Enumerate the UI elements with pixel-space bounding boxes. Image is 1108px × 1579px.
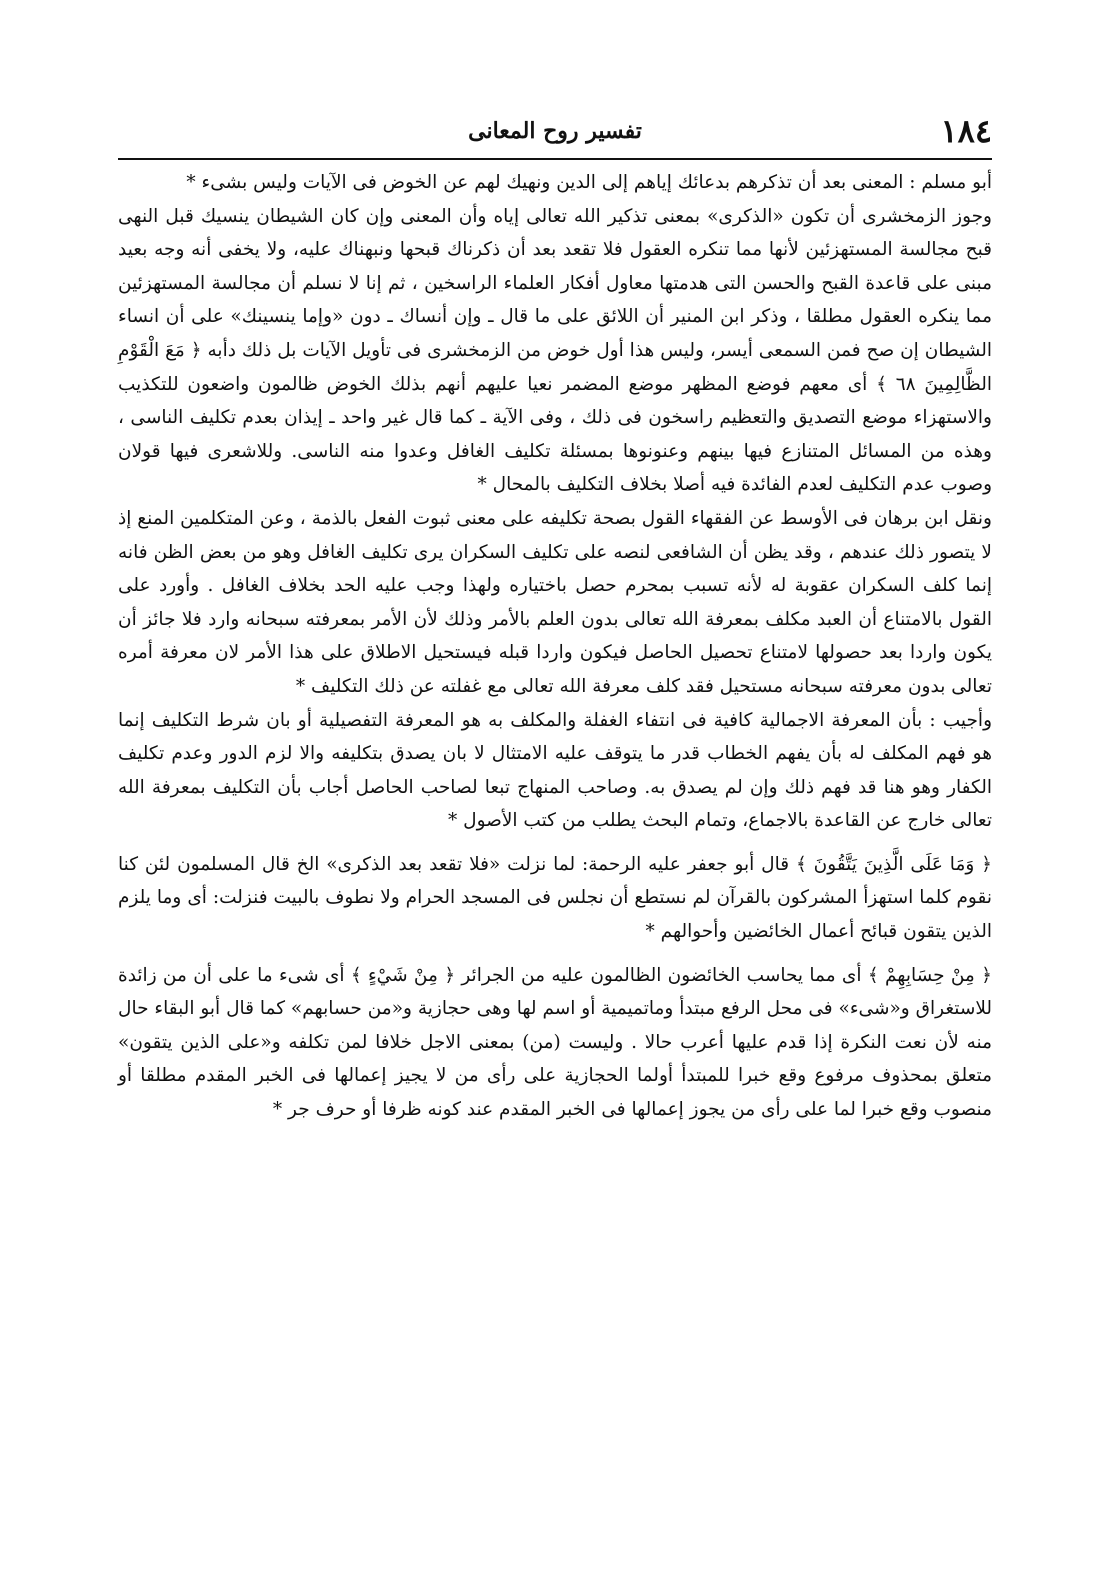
paragraph: ﴿ وَمَا عَلَى الَّذِينَ يَتَّقُونَ ﴾ قال أبو جعفر عليه الرحمة: لما نزلت «فلا تقعد بعد الذكرى» الخ قال المسلمون لئن كنا نقوم كلما استهزأ المشركون بالقرآن لم نستطع أن نجلس فى المسجد الحرام ولا نطوف بالبيت فنزلت: أى وما يلزم الذين يتقون قبائح أعمال الخائضين وأحوالهم * xyxy=(118,853,992,943)
running-title: تفسير روح المعانى xyxy=(468,118,642,144)
paragraph: ﴿ مِنْ حِسَابِهِمْ ﴾ أى مما يحاسب الخائضون الظالمون عليه من الجرائر ﴿ مِنْ شَيْءٍ ﴾ أى شىء ما على أن من زائدة للاستغراق و«شىء» فى محل الرفع مبتدأ وماتميمية أو اسم لها وهى حجازية و«من حسابهم» كما قال أبو البقاء حال منه لأن نعت النكرة إذا قدم عليها أعرب حالا . وليست (من) بمعنى الاجل خلافا لمن تكلفه و«على الذين يتقون» متعلق بمحذوف مرفوع وقع خبرا للمبتدأ أولما الحجازية على رأى من لا يجيز إعمالها فى الخبر المقدم مطلقا أو منصوب وقع خبرا لما على رأى من يجوز إعمالها فى الخبر المقدم عند كونه ظرفا أو حرف جر * xyxy=(118,964,992,1121)
paragraph: وأجيب : بأن المعرفة الاجمالية كافية فى انتفاء الغفلة والمكلف به هو المعرفة التفصيلية أو بان شرط التكليف إنما هو فهم المكلف له بأن يفهم الخطاب قدر ما يتوقف عليه الامتثال لا بان يصدق بتكليفه والا لزم الدور وعدم تكليف الكفار وهو هنا قد فهم ذلك وإن لم يصدق به. وصاحب المنهاج تبعا لصاحب الحاصل أجاب بأن التكليف بمعرفة الله تعالى خارج عن القاعدة بالاجماع، وتمام البحث يطلب من كتب الأصول * xyxy=(118,709,992,832)
page-number: ١٨٤ xyxy=(940,112,992,150)
paragraph: أبو مسلم : المعنى بعد أن تذكرهم بدعائك إياهم إلى الدين ونهيك لهم عن الخوض فى الآيات وليس بشىء * xyxy=(186,172,992,193)
header-rule xyxy=(118,158,992,160)
paragraph: وجوز الزمخشرى أن تكون «الذكرى» بمعنى تذكير الله تعالى إياه وأن المعنى وإن كان الشيطان ينسيك قبل النهى قبح مجالسة المستهزئين لأنها مما تنكره العقول فلا تقعد بعد أن ذكرناك قبحها ونبهناك عليه، ولا يخفى أنه وجه بعيد مبنى على قاعدة القبح والحسن التى هدمتها معاول أفكار العلماء الراسخين ، ثم إنا لا نسلم أن مجالسة المستهزئين مما ينكره العقول مطلقا ، وذكر ابن المنير أن اللائق على ما قال ـ وإن أنساك ـ دون «وإما ينسينك» على أن انساء الشيطان إن صح فمن السمعى أيسر، وليس هذا أول خوض من الزمخشرى فى تأويل الآيات بل ذلك دأبه ﴿ مَعَ الْقَوْمِ الظَّالِمِينَ ٦٨ ﴾ أى معهم فوضع المظهر موضع المضمر نعيا عليهم أنهم بذلك الخوض ظالمون واضعون للتكذيب والاستهزاء موضع التصديق والتعظيم راسخون فى ذلك ، وفى الآية ـ كما قال غير واحد ـ إيذان بعدم تكليف الناسى ، وهذه من المسائل المتنازع فيها بينهم وعنونوها بمسئلة تكليف الغافل وعدوا منه الناسى. وللاشعرى فيها قولان وصوب عدم التكليف لعدم الفائدة فيه أصلا بخلاف التكليف بالمحال * xyxy=(118,205,992,496)
page-header xyxy=(118,110,992,156)
body-text xyxy=(118,166,992,1127)
paragraph: ونقل ابن برهان فى الأوسط عن الفقهاء القول بصحة تكليفه على معنى ثبوت الفعل بالذمة ، وعن المتكلمين المنع إذ لا يتصور ذلك عندهم ، وقد يظن أن الشافعى لنصه على تكليف السكران يرى تكليف الغافل وهو من بعض الظن فانه إنما كلف السكران عقوبة له لأنه تسبب بمحرم حصل باختياره ولهذا وجب عليه الحد بخلاف الغافل . وأورد على القول بالامتناع أن العبد مكلف بمعرفة الله تعالى بدون العلم بالأمر وذلك لأن الأمر بمعرفته سبحانه وارد فلا جائز أن يكون واردا بعد حصولها لامتناع تحصيل الحاصل فيكون واردا قبله فيستحيل الاطلاق على هذا الأمر لان معرفة أمره تعالى بدون معرفته سبحانه مستحيل فقد كلف معرفة الله تعالى مع غفلته عن ذلك التكليف * xyxy=(118,507,992,697)
